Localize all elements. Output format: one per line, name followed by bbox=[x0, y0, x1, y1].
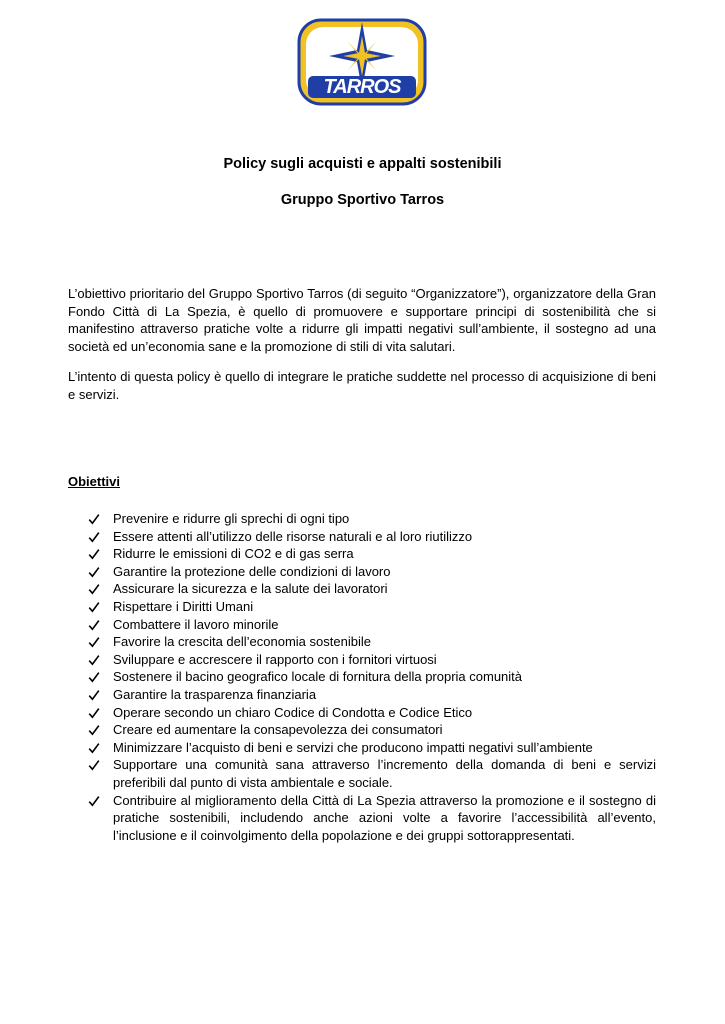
page-title: Policy sugli acquisti e appalti sostenibili bbox=[223, 156, 502, 172]
list-item bbox=[88, 792, 656, 845]
objective-text: Favorire la crescita dell’economia sostenibile bbox=[113, 634, 371, 650]
objective-text: Garantire la protezione delle condizioni di lavoro bbox=[113, 563, 391, 579]
objective-text: Combattere il lavoro minorile bbox=[113, 616, 279, 632]
list-item bbox=[88, 510, 656, 528]
checkmark-icon bbox=[88, 739, 100, 757]
objective-text: Supportare una comunità sana attraverso l’incremento della domanda di beni e servizi preferibili dal punto di vista ambientale e sociale. bbox=[113, 757, 656, 790]
checkmark-icon bbox=[88, 756, 100, 774]
checkmark-icon bbox=[88, 528, 100, 546]
checkmark-icon bbox=[88, 651, 100, 669]
checkmark-icon bbox=[88, 598, 100, 616]
checkmark-icon bbox=[88, 580, 100, 598]
objective-text: Minimizzare l’acquisto di beni e servizi che producono impatti negativi sull’ambiente bbox=[113, 739, 593, 755]
objective-text: Essere attenti all’utilizzo delle risorse naturali e al loro riutilizzo bbox=[113, 528, 473, 544]
list-item bbox=[88, 545, 656, 563]
objective-text: Creare ed aumentare la consapevolezza dei consumatori bbox=[113, 722, 443, 738]
list-item bbox=[88, 528, 656, 546]
list-item bbox=[88, 598, 656, 616]
checkmark-icon bbox=[88, 510, 100, 528]
list-item bbox=[88, 563, 656, 581]
checkmark-icon bbox=[88, 792, 100, 810]
list-item bbox=[88, 756, 656, 791]
intro-paragraph: L’obiettivo prioritario del Gruppo Sportivo Tarros (di seguito “Organizzatore”), organizzatore della Gran Fondo Città di La Spezia, è quello di promuovere e supportare principi di sostenibilità che si manifestino attraverso pratiche volte a ridurre gli impatti negativi sull’ambiente, il sostegno ad una società ed un’economia sane e la promozione di stili di vita salutari. bbox=[68, 286, 656, 354]
list-item bbox=[88, 616, 656, 634]
intent-paragraph: L’intento di questa policy è quello di integrare le pratiche suddette nel processo di acquisizione di beni e servizi. bbox=[68, 369, 656, 402]
objective-text: Garantire la trasparenza finanziaria bbox=[113, 686, 317, 702]
objectives-heading: Obiettivi bbox=[68, 474, 121, 489]
tarros-logo bbox=[297, 18, 427, 106]
checkmark-icon bbox=[88, 686, 100, 704]
list-item bbox=[88, 739, 656, 757]
list-item bbox=[88, 668, 656, 686]
objective-text: Sviluppare e accrescere il rapporto con i fornitori virtuosi bbox=[113, 651, 437, 667]
checkmark-icon bbox=[88, 563, 100, 581]
checkmark-icon bbox=[88, 721, 100, 739]
objective-text: Assicurare la sicurezza e la salute dei lavoratori bbox=[113, 581, 388, 597]
objective-text: Rispettare i Diritti Umani bbox=[113, 598, 254, 614]
list-item bbox=[88, 651, 656, 669]
checkmark-icon bbox=[88, 633, 100, 651]
checkmark-icon bbox=[88, 668, 100, 686]
objective-text: Sostenere il bacino geografico locale di fornitura della propria comunità bbox=[113, 669, 523, 685]
list-item bbox=[88, 704, 656, 722]
objective-text: Operare secondo un chiaro Codice di Condotta e Codice Etico bbox=[113, 704, 473, 720]
checkmark-icon bbox=[88, 704, 100, 722]
list-item bbox=[88, 633, 656, 651]
list-item bbox=[88, 721, 656, 739]
objective-text: Prevenire e ridurre gli sprechi di ogni tipo bbox=[113, 511, 350, 526]
checkmark-icon bbox=[88, 616, 100, 634]
list-item bbox=[88, 580, 656, 598]
objectives-list bbox=[88, 510, 656, 844]
logo-text: TARROS bbox=[323, 76, 401, 98]
objective-text: Contribuire al miglioramento della Città di La Spezia attraverso la promozione e il sostegno di pratiche sostenibili, includendo anche azioni volte a favorire l’accessibilità all’evento, l’inclusione e il coinvolgimento della popolazione e dei gruppi sottorappresentati. bbox=[113, 792, 656, 843]
tarros-logo-graphic bbox=[297, 18, 427, 106]
checkmark-icon bbox=[88, 545, 100, 563]
list-item bbox=[88, 686, 656, 704]
objective-text: Ridurre le emissioni di CO2 e di gas serra bbox=[113, 546, 354, 562]
page-subtitle: Gruppo Sportivo Tarros bbox=[280, 192, 445, 208]
